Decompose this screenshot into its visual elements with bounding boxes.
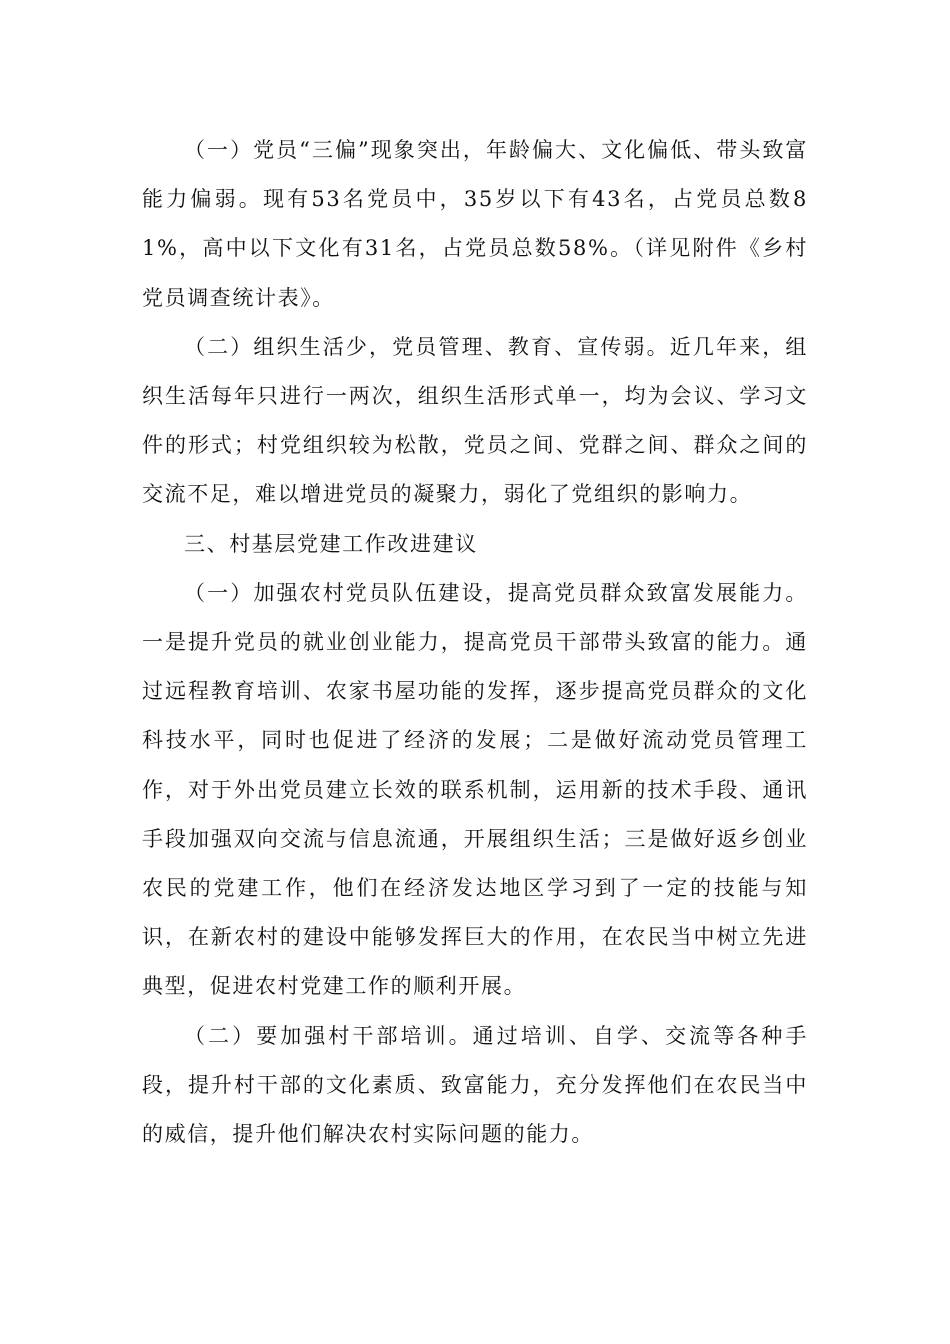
paragraph-team-building: （一）加强农村党员队伍建设，提高党员群众致富发展能力。一是提升党员的就业创业能力，提高党员干部带头致富的能力。通过远程教育培训、农家书屋功能的发挥，逐步提高党员群众的文化科技水平，同时也促进了经济的发展；二是做好流动党员管理工作，对于外出党员建立长效的联系机制，运用新的技术手段、通讯手段加强双向交流与信息流通，开展组织生活；三是做好返乡创业农民的党建工作，他们在经济发达地区学习到了一定的技能与知识，在新农村的建设中能够发挥巨大的作用，在农民当中树立先进典型，促进农村党建工作的顺利开展。 — [142, 580, 808, 999]
paragraph-party-member-issues: （一）党员“三偏”现象突出，年龄偏大、文化偏低、带头致富能力偏弱。现有53名党员中，35岁以下有43名，占党员总数81%，高中以下文化有31名，占党员总数58%。（详见附件《乡村党员调查统计表》。 — [142, 138, 808, 310]
paragraph-cadre-training: （二）要加强村干部培训。通过培训、自学、交流等各种手段，提升村干部的文化素质、致富能力，充分发挥他们在农民当中的威信，提升他们解决农村实际问题的能力。 — [142, 1023, 808, 1147]
paragraph-organization-life: （二）组织生活少，党员管理、教育、宣传弱。近几年来，组织生活每年只进行一两次，组织生活形式单一，均为会议、学习文件的形式；村党组织较为松散，党员之间、党群之间、群众之间的交流不足，难以增进党员的凝聚力，弱化了党组织的影响力。 — [142, 334, 808, 507]
section-heading-improvement: 三、村基层党建工作改进建议 — [184, 531, 478, 556]
